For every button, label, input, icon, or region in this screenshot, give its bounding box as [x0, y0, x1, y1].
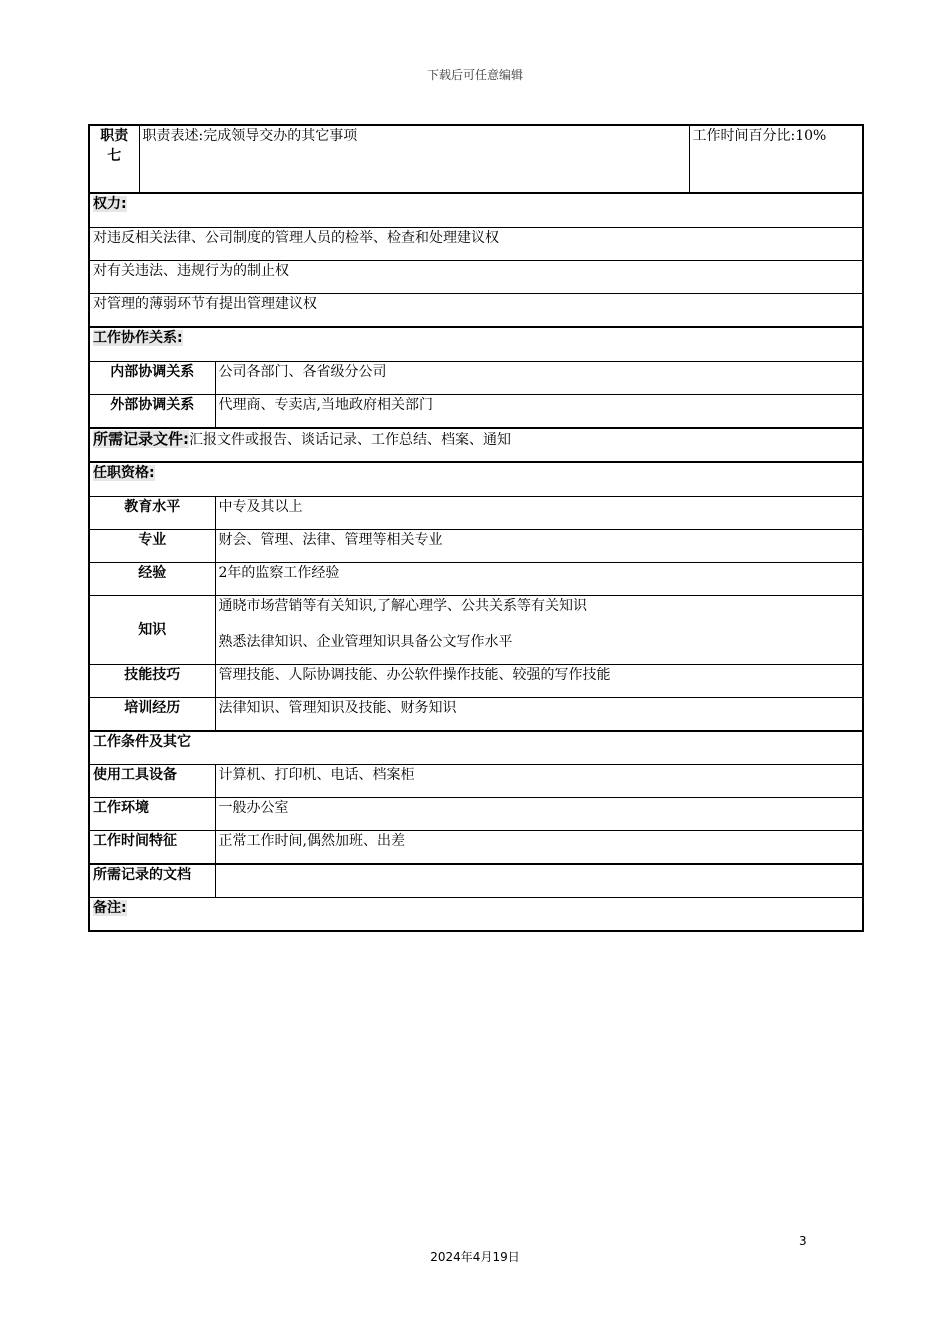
required-docs-label: 所需记录的文档 [89, 864, 215, 898]
records-label: 所需记录文件: [93, 430, 189, 448]
major-row [89, 530, 863, 563]
authority-item-row [89, 294, 863, 328]
work-time-row [89, 831, 863, 865]
conditions-header-row [89, 731, 863, 765]
conditions-title: 工作条件及其它 [89, 731, 863, 765]
page-number: 3 [799, 1234, 807, 1248]
internal-coordination-label: 内部协调关系 [89, 362, 215, 395]
qualification-title: 任职资格: [89, 462, 863, 497]
tools-row [89, 765, 863, 798]
environment-value: 一般办公室 [215, 798, 863, 831]
skills-label: 技能技巧 [89, 665, 215, 698]
external-coordination-label: 外部协调关系 [89, 395, 215, 429]
training-row [89, 698, 863, 732]
authority-item-row [89, 261, 863, 294]
remarks-row [89, 898, 863, 932]
records-value: 汇报文件或报告、谈话记录、工作总结、档案、通知 [189, 432, 511, 448]
footer-date: 2024年4月19日 [430, 1250, 520, 1264]
knowledge-label: 知识 [89, 596, 215, 665]
work-time-value: 正常工作时间,偶然加班、出差 [215, 831, 863, 865]
tools-label: 使用工具设备 [89, 765, 215, 798]
major-label: 专业 [89, 530, 215, 563]
environment-row [89, 798, 863, 831]
required-docs-value [215, 864, 863, 898]
experience-label: 经验 [89, 563, 215, 596]
tools-value: 计算机、打印机、电话、档案柜 [215, 765, 863, 798]
authority-item: 对有关违法、违规行为的制止权 [89, 261, 863, 294]
duty-number: 职责 七 [89, 125, 139, 193]
duty-description: 职责表述:完成领导交办的其它事项 [139, 125, 689, 193]
training-label: 培训经历 [89, 698, 215, 732]
internal-coordination-value: 公司各部门、各省级分公司 [215, 362, 863, 395]
environment-label: 工作环境 [89, 798, 215, 831]
authority-item: 对违反相关法律、公司制度的管理人员的检举、检查和处理建议权 [89, 228, 863, 261]
records-row [89, 428, 863, 462]
internal-coordination-row [89, 362, 863, 395]
external-coordination-row [89, 395, 863, 429]
duty-row [89, 125, 863, 193]
authority-title: 权力: [89, 193, 863, 228]
education-value: 中专及其以上 [215, 497, 863, 530]
header-note: 下载后可任意编辑 [426, 68, 523, 82]
training-value: 法律知识、管理知识及技能、财务知识 [215, 698, 863, 732]
knowledge-line: 通晓市场营销等有关知识,了解心理学、公共关系等有关知识 [218, 598, 587, 614]
knowledge-line: 熟悉法律知识、企业管理知识具备公文写作水平 [218, 634, 513, 650]
duty-time-percent: 工作时间百分比:10% [689, 125, 863, 193]
records-cell [89, 428, 863, 462]
job-description-table [88, 124, 864, 932]
education-row [89, 497, 863, 530]
skills-value: 管理技能、人际协调技能、办公软件操作技能、较强的写作技能 [215, 665, 863, 698]
knowledge-row [89, 596, 863, 665]
education-label: 教育水平 [89, 497, 215, 530]
external-coordination-value: 代理商、专卖店,当地政府相关部门 [215, 395, 863, 429]
work-time-label: 工作时间特征 [89, 831, 215, 865]
experience-row [89, 563, 863, 596]
authority-item-row [89, 228, 863, 261]
authority-header-row [89, 193, 863, 228]
cooperation-header-row [89, 327, 863, 362]
skills-row [89, 665, 863, 698]
major-value: 财会、管理、法律、管理等相关专业 [215, 530, 863, 563]
experience-value: 2年的监察工作经验 [215, 563, 863, 596]
authority-item: 对管理的薄弱环节有提出管理建议权 [89, 294, 863, 328]
required-docs-row [89, 864, 863, 898]
remarks-title: 备注: [89, 898, 863, 932]
knowledge-value [215, 596, 863, 665]
qualification-header-row [89, 462, 863, 497]
cooperation-title: 工作协作关系: [89, 327, 863, 362]
